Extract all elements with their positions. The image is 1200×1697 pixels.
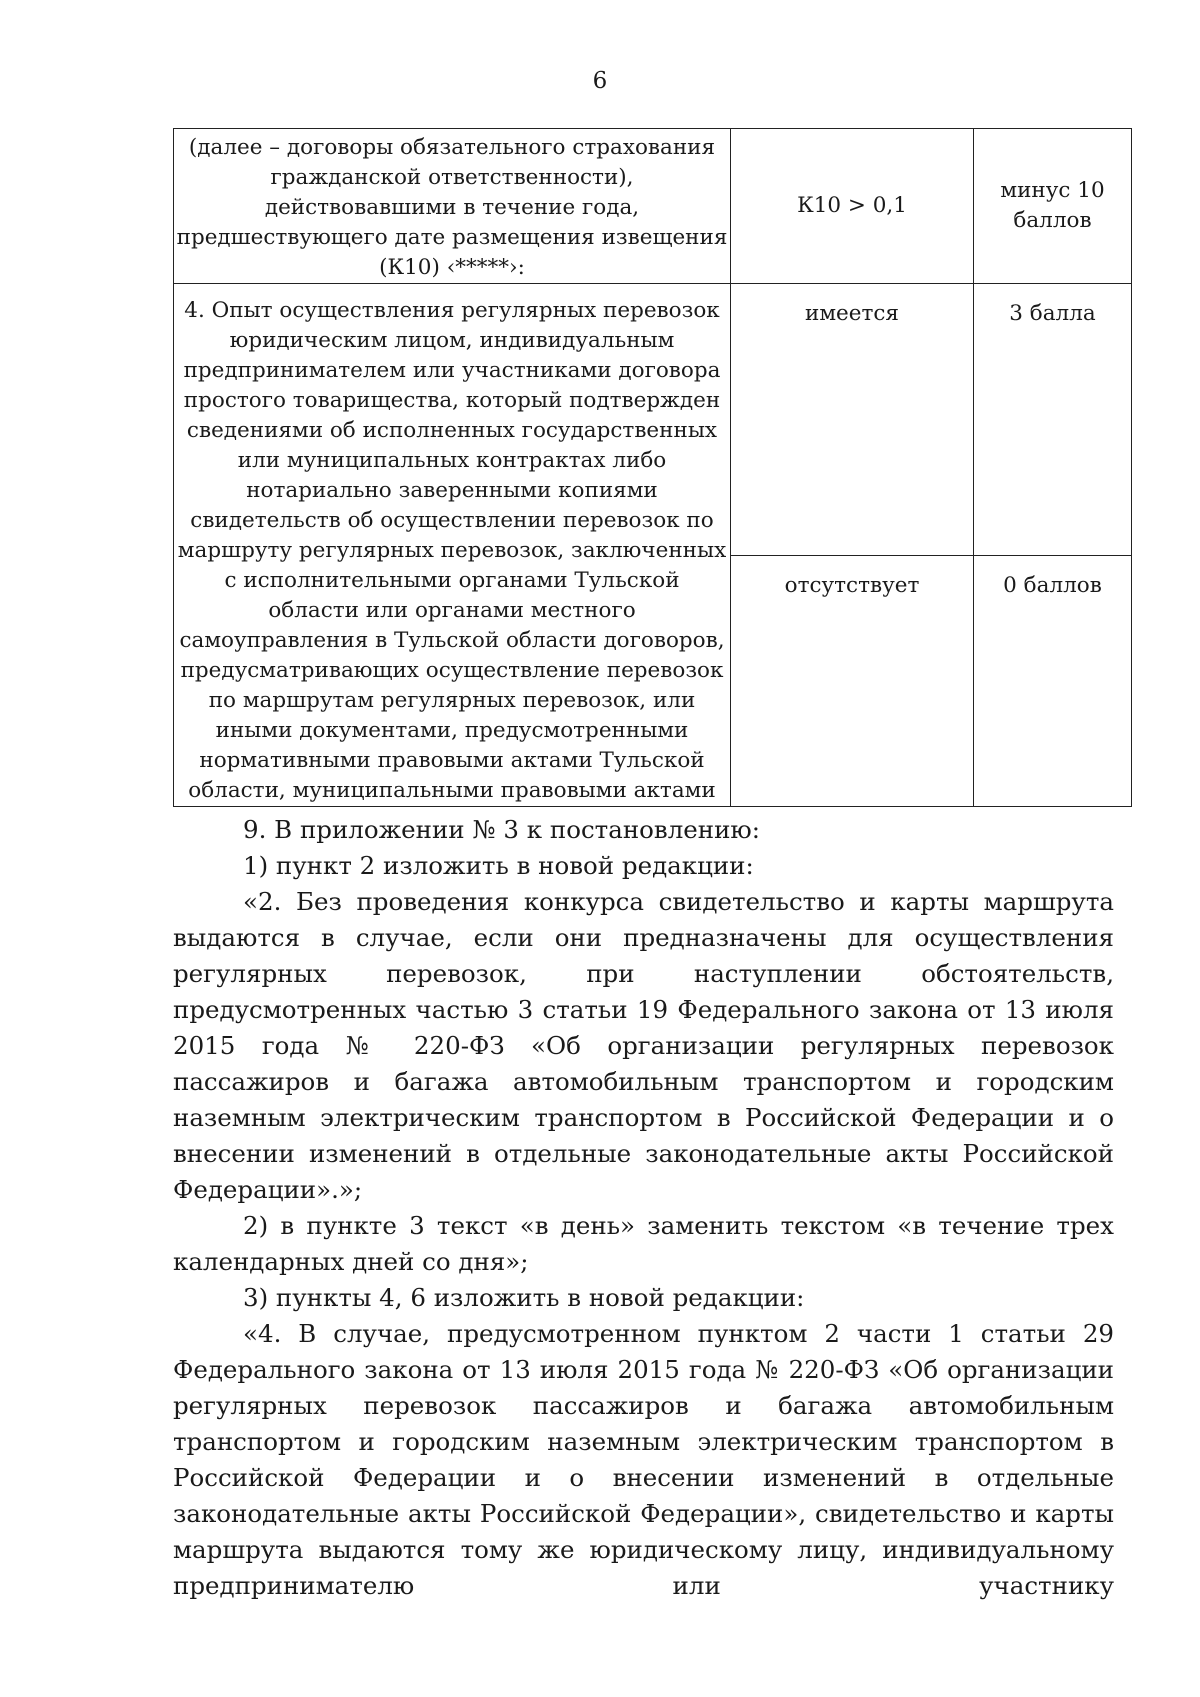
criterion-description: (далее – договоры обязательного страхования гражданской ответственности), действовавшими в течение года, предшествующего дате размещения извещения (К10) ‹*****›: [174,129,731,284]
paragraph: 9. В приложении № 3 к постановлению: [243,815,761,844]
criterion-score: 3 балла [974,284,1132,556]
criterion-condition: отсутствует [731,556,974,807]
page-number: 6 [592,68,608,94]
criterion-description: 4. Опыт осуществления регулярных перевозок юридическим лицом, индивидуальным предпринимателем или участниками договора простого товарищества, который подтвержден сведениями об исполненных государственных или муниципальных контрактах либо нотариально заверенными копиями свидетельств об осуществлении перевозок по маршруту регулярных перевозок, заключенных с исполнительными органами Тульской области или органами местного самоуправления в Тульской области договоров, предусматривающих осуществление перевозок по маршрутам регулярных перевозок, или иными документами, предусмотренными нормативными правовыми актами Тульской области, муниципальными правовыми актами [174,284,731,807]
criterion-score: минус 10 баллов [974,129,1132,284]
paragraph: «4. В случае, предусмотренном пунктом 2 части 1 статьи 29 Федерального закона от 13 июля 2015 года № 220-ФЗ «Об организации регулярных перевозок пассажиров и багажа автомобильным транспортом и городским наземным электрическим транспортом в Российской Федерации и о внесении изменений в отдельные законодательные акты Российской Федерации», свидетельство и карты маршрута выдаются тому же юридическому лицу, индивидуальному предпринимателю или участнику [173,1319,1114,1600]
table-row [174,284,1132,556]
paragraph: 1) пункт 2 изложить в новой редакции: [243,851,754,880]
paragraph: 3) пункты 4, 6 изложить в новой редакции: [243,1283,805,1312]
document-body [173,812,1114,1604]
criterion-condition: имеется [731,284,974,556]
table-row [174,129,1132,284]
criterion-score: 0 баллов [974,556,1132,807]
paragraph: 2) в пункте 3 текст «в день» заменить текстом «в течение трех календарных дней со дня»; [173,1211,1114,1276]
paragraph: «2. Без проведения конкурса свидетельство и карты маршрута выдаются в случае, если они предназначены для осуществления регулярных перевозок, при наступлении обстоятельств, предусмотренных частью 3 статьи 19 Федерального закона от 13 июля 2015 года № 220-ФЗ «Об организации регулярных перевозок пассажиров и багажа автомобильным транспортом и городским наземным электрическим транспортом в Российской Федерации и о внесении изменений в отдельные законодательные акты Российской Федерации».»; [173,887,1114,1204]
criterion-condition: К10 > 0,1 [731,129,974,284]
criteria-table [173,128,1132,807]
